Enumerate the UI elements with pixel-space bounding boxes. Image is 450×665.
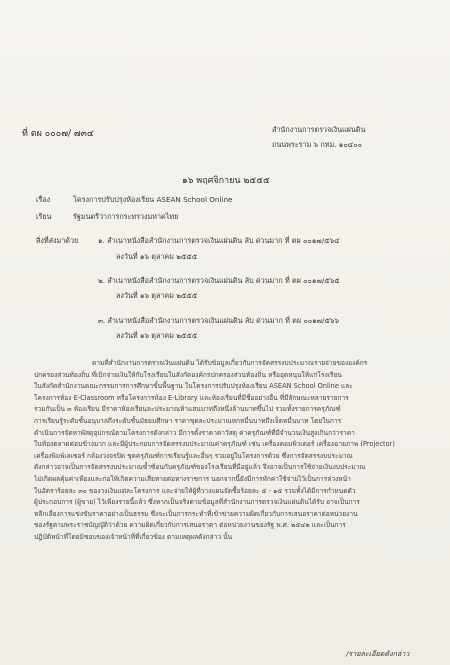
body-line: ในอัตราร้อยละ ๓๐ ของวงเงินแต่ละโครงการ และจ่ายให้ผู้ที่วางแผนจัดซื้อร้อยละ ๕ - ๑๕ รวมทั้งได้มีการกำหนดตัว [34,486,356,495]
body-line: ในสังกัดสำนักงานคณะกรรมการการศึกษาขั้นพื้นฐาน ในโครงการปรับปรุงห้องเรียน ASEAN School Online และ [34,382,353,391]
attachment-item-3: ๓. สำเนาหนังสือสำนักงานการตรวจเงินแผ่นดิน ลับ ด่วนมาก ที่ ตผ ๐๐๑๗/๕๖๖ [98,316,340,325]
body-line: ของรัฐตามพระราชบัญญัติว่าด้วย ความผิดเกี่ยวกับการเสนอราคา ต่อหน่วยงานของรัฐ พ.ศ. ๒๕๔๒ และเป็นการ [34,521,346,530]
attachment-item-1: ๑. สำเนาหนังสือสำนักงานการตรวจเงินแผ่นดิน ลับ ด่วนมาก ที่ ตผ ๐๐๑๗/๕๖๔ [98,236,340,245]
subject-label: เรื่อง [36,195,51,204]
body-line: ปกครองส่วนท้องถิ่น ที่เบิกจ่ายเงินให้กับโรงเรียนในสังกัดองค์กรปกครองส่วนท้องถิ่น หรืออุดหนุนให้แก่โรงเรียน [34,370,342,379]
body-line: รวมกันเป็น ๓ ห้องเรียน มีราคาห้องเรียนละประมาณห้าแสนบาทถึงหนึ่งล้านบาทขึ้นไป รวมทั้งรายการครุภัณฑ์ [34,405,341,414]
body-line: หลีกเลี่ยงการแข่งขันราคาอย่างเป็นธรรม ซึ่งจะเป็นการกระทำที่เข้าข่ายความผิดเกี่ยวกับการเสนอราคาต่อหน่วยงาน [34,509,358,518]
attachment-item-2-date: ลงวันที่ ๑๖ ตุลาคม ๒๕๕๕ [116,291,198,300]
continuation-note: /รายละเอียดดังกล่าว [346,649,410,658]
body-line: ในท้องตลาดค่อนข้างมาก และมีผู้ประกอบการจัดสรรงบประมาณค่าครุภัณฑ์ เช่น เครื่องคอมพิวเตอร์ เครื่องฉายภาพ (Projector) [34,440,395,449]
body-line: ดังกล่าวอาจเป็นการจัดสรรงบประมาณซ้ำซ้อนกับครุภัณฑ์ของโรงเรียนที่มีอยู่แล้ว จึงอาจเป็นการใช้จ่ายเงินงบประมาณ [34,463,366,472]
body-line: ไม่เกิดผลคุ้มค่าเพียงและก่อให้เกิดความเสียหายต่อทางราชการ นอกจากนี้ยังมีการหักค่าใช้จ่ายไว้เป็นการล่วงหน้า [34,474,351,483]
body-line: ผู้ประกอบการ (ผู้ขาย) ไว้เพียงรายนี้แล้ว ซึ่งหากเป็นจริงตามข้อมูลที่สำนักงานการตรวจเงินแผ่นดินได้รับ อาจเป็นการ [34,498,360,507]
recipient-text: รัฐมนตรีว่าการกระทรวงมหาดไทย [73,212,179,221]
attachments-label: สิ่งที่ส่งมาด้วย [36,236,79,245]
recipient-label: เรียน [36,212,52,221]
attachment-item-3-date: ลงวันที่ ๑๖ ตุลาคม ๒๕๕๕ [116,331,198,340]
office-name: สำนักงานการตรวจเงินแผ่นดิน [272,125,366,134]
letter-date: ๑๖ พฤศจิกายน ๒๕๕๕ [182,176,270,186]
body-line: ตามที่สำนักงานการตรวจเงินแผ่นดิน ได้รับข้อมูลเกี่ยวกับการจัดสรรงบประมาณรายจ่ายขององค์กร [92,359,368,367]
reference-number: ที่ ตผ ๐๐๐๗/ ๗๓๔ [22,129,94,139]
attachment-item-2: ๒. สำเนาหนังสือสำนักงานการตรวจเงินแผ่นดิน ลับ ด่วนมาก ที่ ตผ ๐๐๑๗/๕๖๕ [98,276,340,285]
body-paragraph [34,358,424,544]
office-address: ถนนพระราม ๖ กทม. ๑๐๔๐๐ [272,140,362,149]
body-line: การเรียนรู้ระดับชั้นอนุบาลถึงระดับชั้นมัธยมศึกษา ราคาชุดละประมาณหกหมื่นบาทถึงเจ็ดหมื่นบาท โดยในการ [34,416,342,425]
body-line: ปฏิบัติหน้าที่โดยมิชอบของเจ้าหน้าที่ที่เกี่ยวข้อง ตามเหตุผลดังกล่าว นั้น [34,532,233,541]
subject-text: โครงการปรับปรุงห้องเรียน ASEAN School Online [73,195,233,204]
body-line: โครงการห้อง E-Classroom หรือโครงการห้อง E-Library และห้องเรียนที่มีชื่ออย่างอื่น ที่มีลักษณะหลายรายการ [34,393,349,402]
body-line: ดำเนินการจัดหาพัสดุอุปกรณ์ตามโครงการดังกล่าว มีการตั้งราคาค่าวัสดุ ค่าครุภัณฑ์ที่มีจำนวนเงินสูงเกินกว่าราคา [34,428,355,437]
attachment-item-1-date: ลงวันที่ ๑๖ ตุลาคม ๒๕๕๕ [116,252,198,261]
body-line: เครื่องพิมพ์เลเซอร์ กล้องวงจรปิด ชุดครุภัณฑ์การเรียนรู้และอื่นๆ รวมอยู่ในโครงการด้วย ซึ่งการจัดสรรงบประมาณ [34,451,353,460]
